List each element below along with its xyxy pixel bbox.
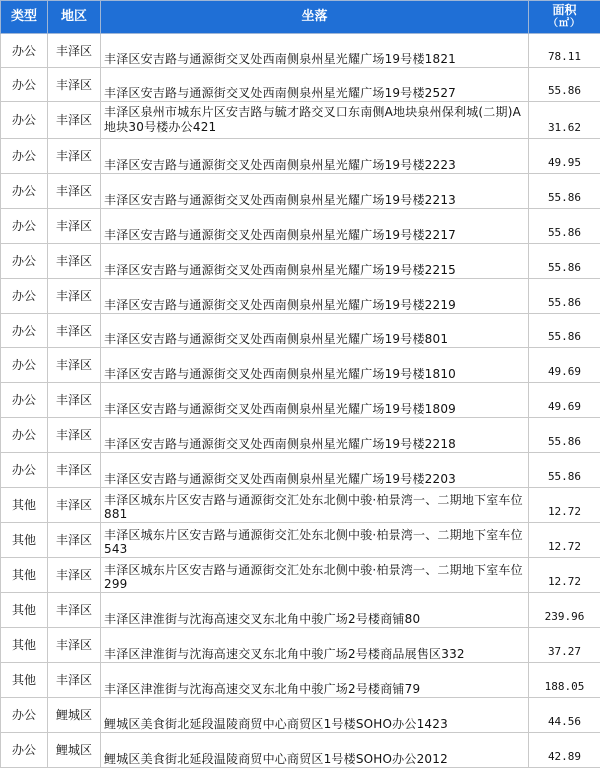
header-type: 类型 (1, 1, 48, 34)
row-district-cell: 丰泽区 (48, 593, 101, 628)
table-row (1, 663, 600, 698)
row-address-cell: 丰泽区城东片区安吉路与通源街交汇处东北侧中骏·柏景湾一、二期地下室车位543 (101, 523, 529, 558)
row-type-cell: 办公 (1, 102, 48, 139)
header-area-unit: （㎡） (529, 17, 600, 30)
row-district-cell: 丰泽区 (48, 663, 101, 698)
row-type-cell: 其他 (1, 663, 48, 698)
row-type-cell: 其他 (1, 593, 48, 628)
table-row (1, 68, 600, 102)
row-area-cell: 239.96 (529, 593, 600, 628)
table-row (1, 244, 600, 279)
row-address-cell: 丰泽区安吉路与通源街交叉处西南侧泉州星光耀广场19号楼801 (101, 314, 529, 348)
row-type-cell: 办公 (1, 174, 48, 209)
table-row (1, 733, 600, 768)
row-district-cell: 丰泽区 (48, 139, 101, 174)
row-type-cell: 其他 (1, 523, 48, 558)
row-area-cell: 78.11 (529, 34, 600, 68)
row-district-cell: 丰泽区 (48, 34, 101, 68)
row-address-cell: 鲤城区美食街北延段温陵商贸中心商贸区1号楼SOHO办公2012 (101, 733, 529, 768)
table-row (1, 698, 600, 733)
row-area-cell: 55.86 (529, 314, 600, 348)
row-district-cell: 丰泽区 (48, 383, 101, 418)
row-address-cell: 丰泽区安吉路与通源街交叉处西南侧泉州星光耀广场19号楼2223 (101, 139, 529, 174)
row-type-cell: 办公 (1, 453, 48, 488)
row-address-cell: 丰泽区安吉路与通源街交叉处西南侧泉州星光耀广场19号楼1810 (101, 348, 529, 383)
row-district-cell: 丰泽区 (48, 558, 101, 593)
row-type-cell: 办公 (1, 209, 48, 244)
row-district-cell: 鲤城区 (48, 698, 101, 733)
table-row (1, 628, 600, 663)
table-row (1, 593, 600, 628)
row-district-cell: 丰泽区 (48, 453, 101, 488)
row-address-cell: 丰泽区安吉路与通源街交叉处西南侧泉州星光耀广场19号楼2218 (101, 418, 529, 453)
row-address-cell: 丰泽区城东片区安吉路与通源街交汇处东北侧中骏·柏景湾一、二期地下室车位299 (101, 558, 529, 593)
row-address-cell: 丰泽区安吉路与通源街交叉处西南侧泉州星光耀广场19号楼2527 (101, 68, 529, 102)
header-district: 地区 (48, 1, 101, 34)
row-type-cell: 办公 (1, 733, 48, 768)
row-address-cell: 丰泽区安吉路与通源街交叉处西南侧泉州星光耀广场19号楼2213 (101, 174, 529, 209)
row-area-cell: 55.86 (529, 453, 600, 488)
row-area-cell: 44.56 (529, 698, 600, 733)
table-row (1, 174, 600, 209)
row-address-cell: 丰泽区安吉路与通源街交叉处西南侧泉州星光耀广场19号楼2217 (101, 209, 529, 244)
row-address-cell: 丰泽区安吉路与通源街交叉处西南侧泉州星光耀广场19号楼2215 (101, 244, 529, 279)
row-area-cell: 188.05 (529, 663, 600, 698)
row-area-cell: 12.72 (529, 523, 600, 558)
row-address-cell: 丰泽区城东片区安吉路与通源街交汇处东北侧中骏·柏景湾一、二期地下室车位881 (101, 488, 529, 523)
row-address-cell: 丰泽区津淮街与沈海高速交叉东北角中骏广场2号楼商铺80 (101, 593, 529, 628)
row-address-cell: 丰泽区安吉路与通源街交叉处西南侧泉州星光耀广场19号楼1809 (101, 383, 529, 418)
header-row (1, 1, 600, 34)
table-row (1, 488, 600, 523)
row-type-cell: 办公 (1, 34, 48, 68)
table-row (1, 453, 600, 488)
row-type-cell: 其他 (1, 488, 48, 523)
header-area (529, 1, 600, 34)
row-district-cell: 丰泽区 (48, 523, 101, 558)
row-district-cell: 鲤城区 (48, 733, 101, 768)
row-area-cell: 49.69 (529, 348, 600, 383)
table-row (1, 34, 600, 68)
row-area-cell: 55.86 (529, 244, 600, 279)
row-area-cell: 12.72 (529, 488, 600, 523)
row-type-cell: 办公 (1, 314, 48, 348)
row-district-cell: 丰泽区 (48, 68, 101, 102)
row-type-cell: 办公 (1, 418, 48, 453)
table-row (1, 418, 600, 453)
row-area-cell: 42.89 (529, 733, 600, 768)
row-district-cell: 丰泽区 (48, 279, 101, 314)
table-row (1, 523, 600, 558)
header-address: 坐落 (101, 1, 529, 34)
row-type-cell: 办公 (1, 68, 48, 102)
row-address-cell: 丰泽区津淮街与沈海高速交叉东北角中骏广场2号楼商铺79 (101, 663, 529, 698)
row-district-cell: 丰泽区 (48, 348, 101, 383)
row-area-cell: 55.86 (529, 279, 600, 314)
row-address-cell: 丰泽区安吉路与通源街交叉处西南侧泉州星光耀广场19号楼2203 (101, 453, 529, 488)
row-area-cell: 31.62 (529, 102, 600, 139)
table-row (1, 139, 600, 174)
table-row (1, 209, 600, 244)
table-row (1, 558, 600, 593)
row-type-cell: 其他 (1, 558, 48, 593)
row-type-cell: 其他 (1, 628, 48, 663)
row-type-cell: 办公 (1, 279, 48, 314)
row-district-cell: 丰泽区 (48, 102, 101, 139)
table-row (1, 102, 600, 139)
row-type-cell: 办公 (1, 383, 48, 418)
row-area-cell: 12.72 (529, 558, 600, 593)
row-area-cell: 49.95 (529, 139, 600, 174)
header-area-label: 面积 (552, 3, 576, 17)
row-address-cell: 丰泽区泉州市城东片区安吉路与毓才路交叉口东南侧A地块泉州保利城(二期)A地块30号楼办公421 (101, 102, 529, 139)
row-district-cell: 丰泽区 (48, 314, 101, 348)
row-area-cell: 49.69 (529, 383, 600, 418)
row-type-cell: 办公 (1, 139, 48, 174)
row-area-cell: 55.86 (529, 209, 600, 244)
table-row (1, 314, 600, 348)
row-area-cell: 37.27 (529, 628, 600, 663)
row-area-cell: 55.86 (529, 418, 600, 453)
row-type-cell: 办公 (1, 698, 48, 733)
row-address-cell: 鲤城区美食街北延段温陵商贸中心商贸区1号楼SOHO办公1423 (101, 698, 529, 733)
table-row (1, 348, 600, 383)
row-type-cell: 办公 (1, 244, 48, 279)
row-district-cell: 丰泽区 (48, 209, 101, 244)
row-area-cell: 55.86 (529, 68, 600, 102)
row-address-cell: 丰泽区安吉路与通源街交叉处西南侧泉州星光耀广场19号楼2219 (101, 279, 529, 314)
row-district-cell: 丰泽区 (48, 418, 101, 453)
table-row (1, 383, 600, 418)
row-district-cell: 丰泽区 (48, 488, 101, 523)
row-district-cell: 丰泽区 (48, 174, 101, 209)
table-row (1, 279, 600, 314)
row-address-cell: 丰泽区安吉路与通源街交叉处西南侧泉州星光耀广场19号楼1821 (101, 34, 529, 68)
row-area-cell: 55.86 (529, 174, 600, 209)
row-address-cell: 丰泽区津淮街与沈海高速交叉东北角中骏广场2号楼商品展售区332 (101, 628, 529, 663)
row-district-cell: 丰泽区 (48, 244, 101, 279)
row-type-cell: 办公 (1, 348, 48, 383)
row-district-cell: 丰泽区 (48, 628, 101, 663)
